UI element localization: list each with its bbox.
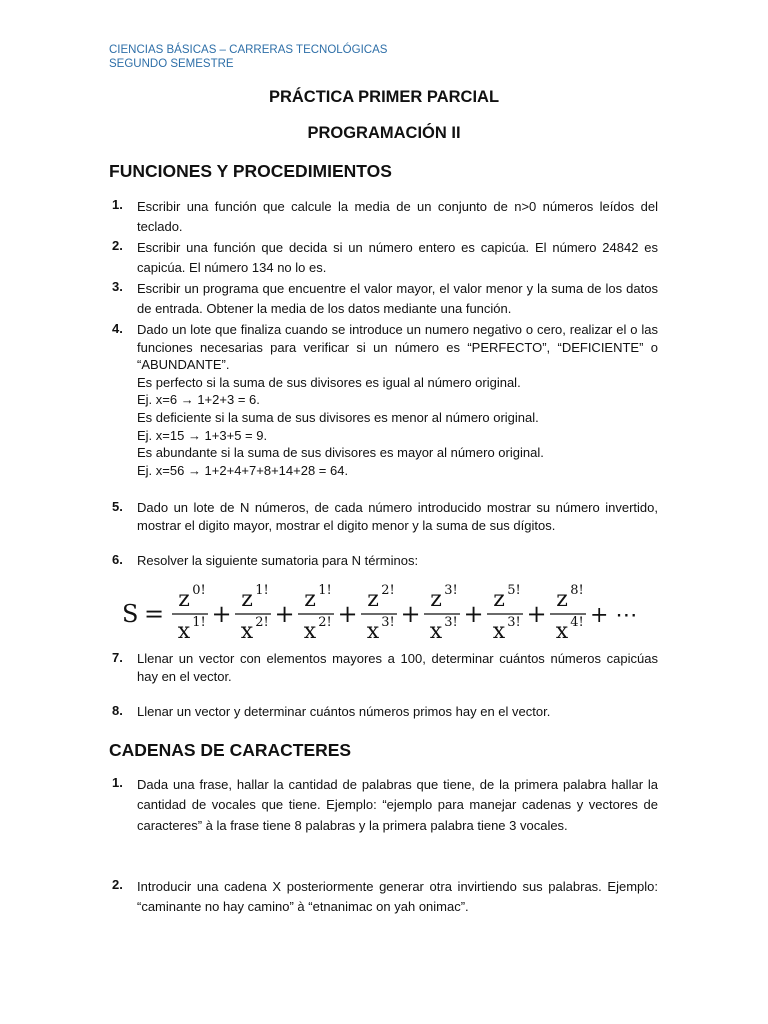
numerator-exponent: 5!	[507, 583, 521, 598]
item-text: Escribir una función que calcule la media de un conjunto de n>0 números leídos del teclado.	[137, 199, 658, 235]
denominator-base: x	[366, 619, 380, 644]
item-number: 7.	[112, 650, 123, 665]
denominator-base: x	[429, 619, 443, 644]
list-item	[109, 775, 658, 836]
list-item	[109, 279, 658, 320]
plus-sign: +	[274, 600, 295, 628]
course-header-line1: CIENCIAS BÁSICAS – CARRERAS TECNOLÓGICAS	[109, 44, 388, 56]
denominator-exponent: 1!	[192, 615, 206, 630]
section-title-funciones: FUNCIONES Y PROCEDIMIENTOS	[109, 161, 392, 181]
item-text: Llenar un vector y determinar cuántos números primos hay en el vector.	[137, 704, 551, 719]
summation-formula	[122, 574, 662, 646]
denominator-exponent: 4!	[570, 615, 584, 630]
numerator-base: z	[430, 587, 442, 612]
denominator-exponent: 3!	[381, 615, 395, 630]
item-text-line: Ej. x=56 → 1+2+4+7+8+14+28 = 64.	[137, 462, 349, 478]
denominator-base: x	[555, 619, 569, 644]
item-text: Dado un lote de N números, de cada número introducido mostrar su número invertido, mostrar el digito mayor, mostrar el digito menor y la suma de sus dígitos.	[137, 500, 658, 533]
denominator-exponent: 3!	[507, 615, 521, 630]
numerator-exponent: 1!	[318, 583, 332, 598]
list-item	[109, 197, 658, 238]
list-item	[109, 238, 658, 279]
course-header-line2: SEGUNDO SEMESTRE	[109, 58, 234, 70]
item-number: 4.	[112, 321, 123, 336]
list-item	[109, 703, 658, 721]
section-title-cadenas: CADENAS DE CARACTERES	[109, 740, 352, 760]
item-number: 5.	[112, 499, 123, 514]
denominator-exponent: 2!	[255, 615, 269, 630]
list-item	[109, 650, 658, 685]
numerator-exponent: 2!	[381, 583, 395, 598]
item-text-line: Es abundante si la suma de sus divisores es mayor al número original.	[137, 445, 544, 461]
denominator-exponent: 3!	[444, 615, 458, 630]
denominator-base: x	[303, 619, 317, 644]
item-text-line: Ej. x=6 → 1+2+3 = 6.	[137, 392, 260, 408]
numerator-exponent: 8!	[570, 583, 584, 598]
plus-sign: +	[400, 600, 421, 628]
formula-lhs: S	[122, 600, 139, 628]
denominator-exponent: 2!	[318, 615, 332, 630]
plus-sign: +	[211, 600, 232, 628]
plus-sign: +	[463, 600, 484, 628]
numerator-base: z	[178, 587, 190, 612]
numerator-base: z	[556, 587, 568, 612]
list-item	[109, 552, 658, 570]
plus-sign: +	[337, 600, 358, 628]
denominator-base: x	[240, 619, 254, 644]
item-text: Llenar un vector con elementos mayores a 100, determinar cuántos números capicúas hay en el vector.	[137, 651, 658, 684]
numerator-base: z	[367, 587, 379, 612]
item-text: Escribir una función que decida si un número entero es capicúa. El número 24842 es capicúa. El número 134 no lo es.	[137, 240, 658, 276]
numerator-exponent: 1!	[255, 583, 269, 598]
item-text-line: Ej. x=15 → 1+3+5 = 9.	[137, 427, 268, 443]
item-number: 6.	[112, 552, 123, 567]
item-number: 3.	[112, 279, 123, 294]
formula-equals: =	[144, 600, 165, 628]
item-text-line: Es deficiente si la suma de sus divisores es menor al número original.	[137, 409, 539, 425]
document-subtitle: PROGRAMACIÓN II	[307, 124, 461, 142]
item-text: Introducir una cadena X posteriormente generar otra invirtiendo sus palabras. Ejemplo: “caminante no hay camino” à “etnanimac on yah onimac”.	[137, 879, 658, 915]
course-header	[109, 43, 387, 71]
formula-ellipsis: + ⋯	[590, 603, 638, 628]
list-item	[109, 499, 658, 534]
item-number: 8.	[112, 703, 123, 718]
item-text: Escribir un programa que encuentre el valor mayor, el valor menor y la suma de los datos de entrada. Obtener la media de los datos mediante una función.	[137, 281, 658, 317]
denominator-base: x	[177, 619, 191, 644]
item-number: 2.	[112, 238, 123, 253]
numerator-exponent: 3!	[444, 583, 458, 598]
numerator-base: z	[241, 587, 253, 612]
denominator-base: x	[492, 619, 506, 644]
item-number: 1.	[112, 775, 123, 790]
list-item	[109, 877, 658, 918]
plus-sign: +	[526, 600, 547, 628]
item-text	[137, 321, 658, 479]
item-text-line: Es perfecto si la suma de sus divisores es igual al número original.	[137, 374, 521, 390]
item-text-line: Dado un lote que finaliza cuando se introduce un numero negativo o cero, realizar el o las funciones necesarias para verificar si un número es “PERFECTO”, “DEFICIENTE” o “ABUNDANTE”.	[137, 322, 658, 373]
item-number: 1.	[112, 197, 123, 212]
numerator-base: z	[304, 587, 316, 612]
item-number: 2.	[112, 877, 123, 892]
list-item	[109, 321, 658, 479]
formula-graphic	[122, 574, 662, 646]
document-title: PRÁCTICA PRIMER PARCIAL	[268, 88, 500, 106]
item-text: Dada una frase, hallar la cantidad de palabras que tiene, de la primera palabra hallar la cantidad de vocales que tiene. Ejemplo: “ejemplo para manejar cadenas y vectores de caracteres” à la frase tiene 8 palabras y la primera palabra tiene 3 vocales.	[137, 777, 658, 833]
item-text: Resolver la siguiente sumatoria para N términos:	[137, 553, 419, 568]
numerator-exponent: 0!	[192, 583, 206, 598]
numerator-base: z	[493, 587, 505, 612]
